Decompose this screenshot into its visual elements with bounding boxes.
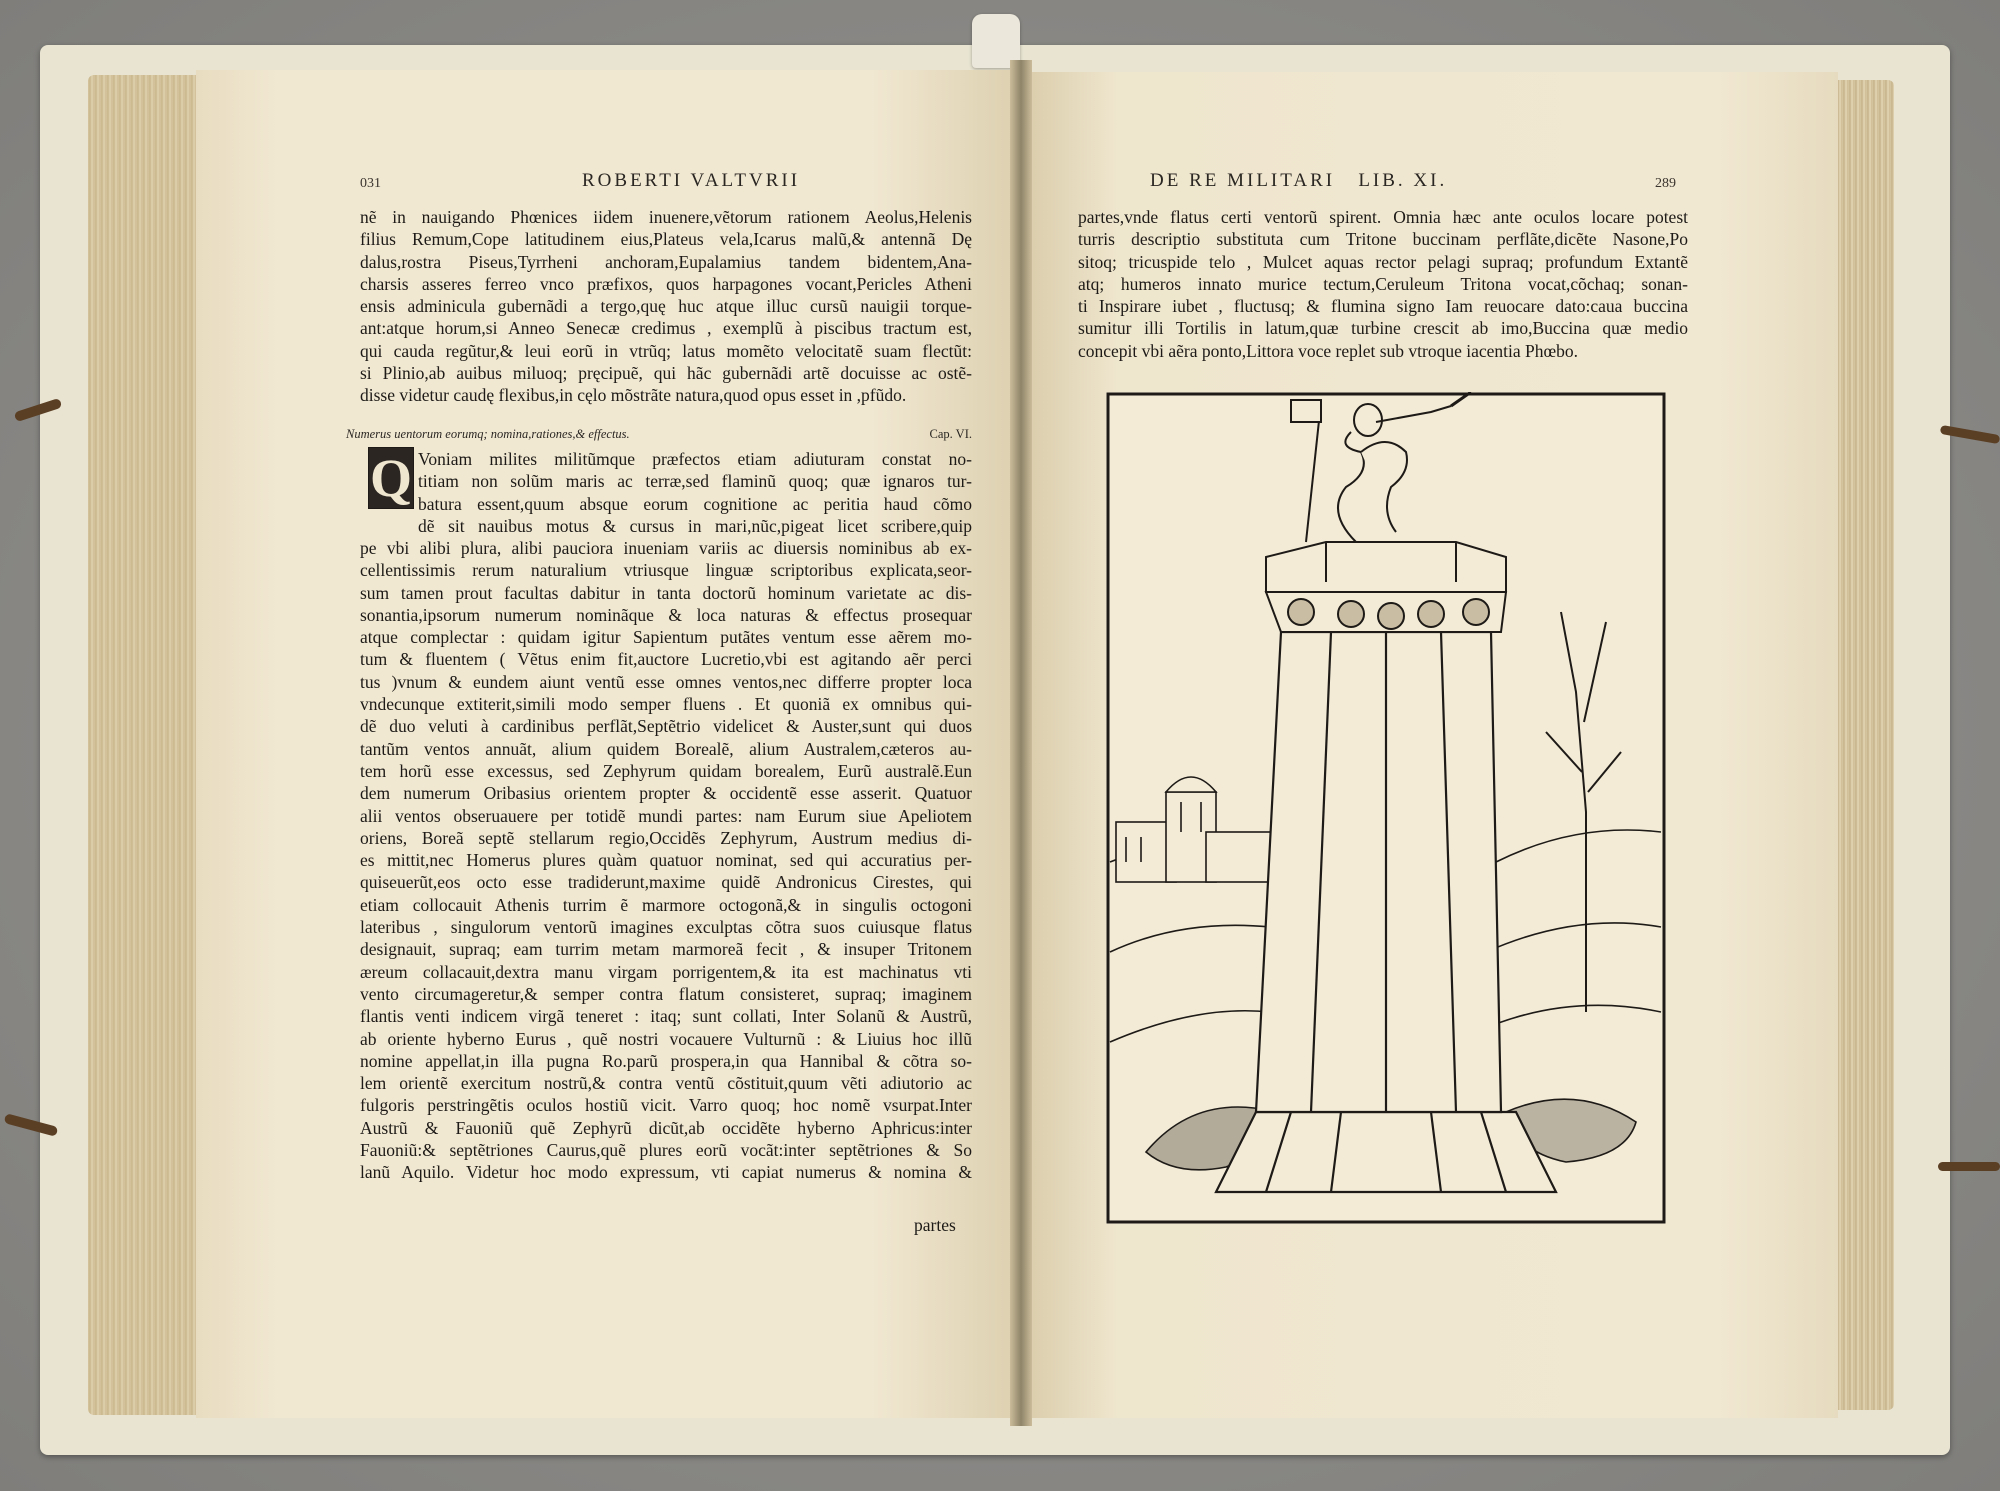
catchword: partes [914,1215,956,1235]
left-page-edges [88,75,198,1415]
text-line: partes,vnde flatus certi ventorũ spirent. Omnia hæc ante oculos locare potest [1078,207,1688,227]
text-line: atque complectar : quidam igitur Sapientum putãtes ventum esse aẽrem mo- [360,627,972,648]
text-line: etiam collocauit Athenis turrim ẽ marmore octogonã,& in singulis octogoni [360,894,972,915]
text-line: vento circumageretur,& semper contra flatum consisteret, supraq; imaginem [360,983,972,1004]
tower-capital-with-wind-heads [1266,542,1506,632]
text-line: pe vbi alibi plura, alibi pauciora inueniam variis ac diuersis nominibus ab ex- [360,538,972,558]
text-line: sumitur illi Tortilis in latum,quæ turbine crescit ab imo,Buccina quæ medio [1078,318,1688,339]
woodcut-tower-of-winds-icon [1106,392,1666,1224]
text-line: disse videtur caudę flexibus,in cęlo mõstrãte natura,quod opus esset in ,pfũdo. [360,385,907,406]
text-line: cellentissimis rerum naturalium vtriusque linguæ scriptoribus explicata,seor- [360,560,972,581]
text-line: dalus,rostra Piseus,Tyrrheni anchoram,Eupalamius tandem bidentem,Ana- [360,251,972,272]
binding-tie-right-bottom [1938,1162,2000,1171]
text-line: lem orientẽ exercitum nostrũ,& contra ventũ cõstituit,quum vẽti adiutorio ac [360,1073,972,1094]
text-line: dem numerum Oribasius orientem propter & occidentẽ esse asserit. Quatuor [360,783,972,804]
text-line: oriens, Boreã septẽ stellarum regio,Occidẽs Zephyrum, Austrum medius di- [360,827,972,848]
left-paragraph-1 [360,206,972,407]
tower-pedestal [1216,1112,1556,1192]
text-line: flantis venti indicem virgã teneret : itaq; sunt collati, Inter Solanũ & Austrũ, [360,1006,972,1027]
text-line: tum & fluentem ( Vẽtus enim fit,auctore Lucretio,vbi est agitando aẽr perci [360,649,972,670]
text-line: ti Inspirare iubet , fluctusq; & flumina signo Iam reuocare dato:caua buccina [1078,296,1688,317]
left-paragraph-2 [360,537,972,1184]
rubric-title: Numerus uentorum eorumq; nomina,rationes,& effectus. [346,427,630,441]
text-line: filius Remum,Cope latitudinem eius,Plateus vela,Icarus malũ,& antennã Dę [360,229,972,250]
octagonal-tower-shaft [1256,632,1501,1112]
text-line: tus )vnum & eundem aiunt ventũ esse omnes ventos,nec differre propter loca [360,671,972,692]
decorated-initial: Q [369,448,412,508]
chapter-number: Cap. VI. [929,427,972,441]
text-line: Voniam milites militũmque præfectos etiam adiuturam constat no- [418,449,972,469]
left-running-head: ROBERTI VALTVRII [582,170,801,191]
text-line: dẽ duo veluti à cardinibus perflãt,Septẽtrio videlicet & Auster,sunt qui duos [360,716,972,737]
text-line: vndecunque extiterit,simili modo semper fluens . Et quoniã ex omnibus qui- [360,694,972,715]
text-line: alii ventos obseruauere per totidẽ mundi partes: nam Eurum siue Apeliotem [360,805,972,826]
text-line: tantũm ventos annuãt, alium quidem Borealẽ, alium Australem,cæteros au- [360,738,972,759]
text-line: dẽ sit nauibus motus & cursus in mari,nũc,pigeat licet scribere,quip [418,515,972,536]
text-line: Fauoniũ:& septẽtriones Caurus,quẽ plures eorũ vocãt:inter septẽtriones & So [360,1140,972,1161]
text-line: charsis asseres ferreo vnco præfixos, quos harpagones vocant,Pericles Atheni [360,273,972,294]
text-line: sum tamen prout facultas dabitur in tanta doctorũ hominum varietate ac dis- [360,582,972,603]
text-line: lanũ Aquilo. Videtur hoc modo expressum, vti capiat numerus & nomina & [360,1162,972,1183]
text-line: sitoq; tricuspide telo , Mulcet aquas rector pelagi supraq; profundum Extantẽ [1078,251,1688,272]
text-line: batura essent,quum absque eorum cognitione ac peritia haud cõmo [418,493,972,514]
text-line: fulgoris perstringẽtis oculos hostiũ vicit. Varro quoq; hoc nomẽ vsurpat.Inter [360,1095,972,1116]
text-line: ensis adminicula gubernãdi a tergo,quę huc atque illuc cursũ nauigii torque- [360,296,972,317]
right-page-edges [1836,80,1894,1410]
right-running-head: DE RE MILITARI LIB. XI. [1150,170,1448,191]
right-paragraph [1078,206,1688,362]
text-line: atq; humeros innato murice tectum,Ceruleum Tritona vocat,cõchaq; sonan- [1078,273,1688,294]
text-line: nomine appellat,in illa pugna Ro.parũ prospera,in qua Hannibal & cõtra so- [360,1050,972,1071]
text-line: nẽ in nauigando Phœnices iidem inuenere,vẽtorum rationem Aeolus,Helenis [360,207,972,227]
text-line: qui cauda regũtur,& leui eorũ in vtrũq; latus momẽto velocitatẽ suam flectũt: [360,340,972,361]
text-line: si Plinio,ab auibus miluoq; pręcipuẽ, qui hãc gubernãdi artẽ docuisse ac ostẽ- [360,363,972,384]
text-line: ab oriente hyberno Eurus , quẽ nostri vocauere Vulturnũ : & Liuius hoc illũ [360,1028,972,1049]
right-folio-number: 289 [1655,176,1676,191]
chapter-rubric [346,427,972,442]
text-line: quiseuerũt,eos octo esse tradiderunt,maxime quidẽ Andronicus Cirestes, qui [360,872,972,893]
left-folio-number: 031 [360,176,381,191]
text-line: tem horũ esse excessus, sed Zephyrum quidam borealem, Eurũ australẽ.Eun [360,760,972,781]
text-line: Austrũ & Fauoniũ quẽ Zephyrũ dicũt,ab occidẽte hyberno Aphricus:inter [360,1117,972,1138]
text-line: turris descriptio substituta cum Tritone buccinam perflãte,dicẽte Nasone,Po [1078,229,1688,250]
text-line: titiam non solũm maris ac terræ,sed flaminũ quoq; quæ ignaros tur- [418,471,972,492]
text-line: designauit, supraq; eam turrim metam marmoreã fecit , & insuper Tritonem [360,939,972,960]
text-line: æreum collacauit,dextra manu virgam porrigentem,& ita est machinatus vti [360,961,972,982]
text-line: ant:atque horum,si Anneo Senecæ credimus , exemplũ à piscibus tractum est, [360,318,972,339]
text-line: sonantia,ipsorum numerum nominãque & loca naturas & effectus prosequar [360,604,972,625]
left-paragraph-2-opening [418,448,972,537]
text-line: concepit vbi aẽra ponto,Littora voce replet sub vtroque iacentia Phœbo. [1078,340,1579,361]
text-line: lateribus , singulorum ventorũ imagines exculptas cõtra suos cuiusque flatus [360,917,972,938]
text-line: es mittit,nec Homerus plures quàm quatuor nominat, sed qui accuratius per- [360,850,972,871]
gutter [1010,60,1032,1426]
